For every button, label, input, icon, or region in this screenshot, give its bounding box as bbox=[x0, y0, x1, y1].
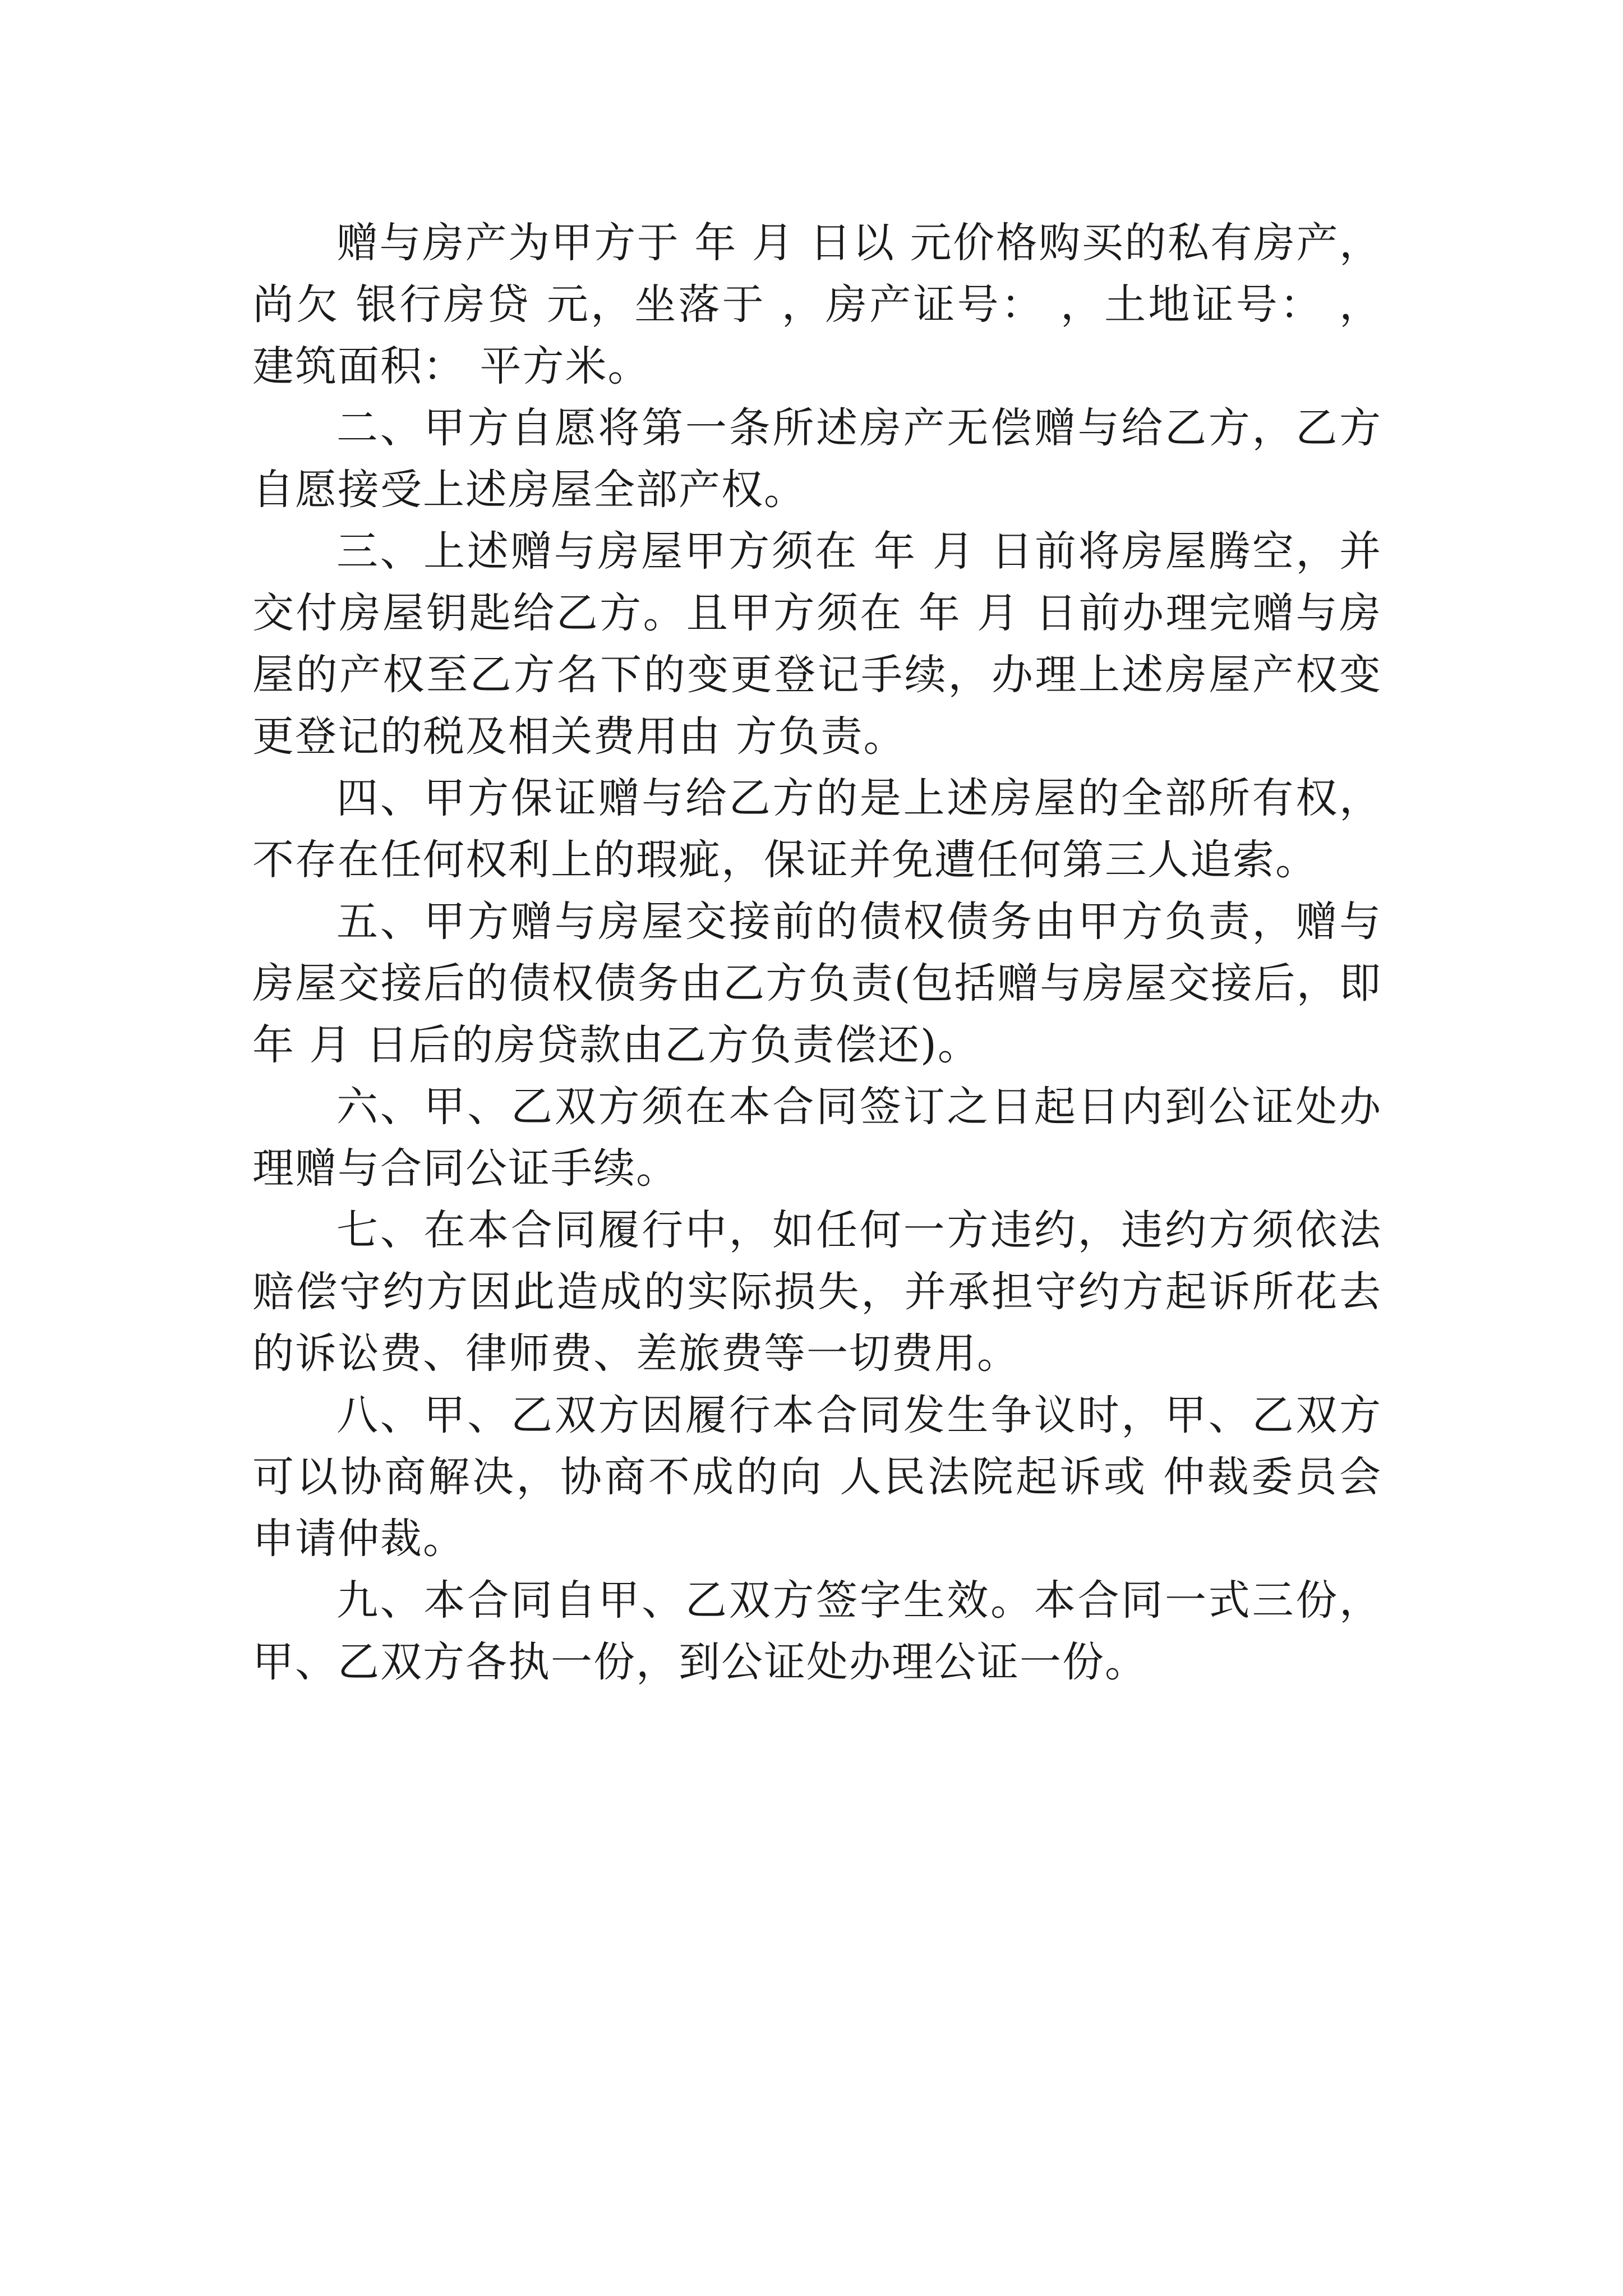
paragraph-clause-2: 二、甲方自愿将第一条所述房产无偿赠与给乙方，乙方自愿接受上述房屋全部产权。 bbox=[252, 404, 1382, 514]
contract-body bbox=[252, 212, 1382, 1693]
paragraph-clause-4: 四、甲方保证赠与给乙方的是上述房屋的全部所有权，不存在任何权利上的瑕疵，保证并免遭任何第三人追索。 bbox=[252, 774, 1382, 884]
paragraph-property-description: 赠与房产为甲方于 年 月 日以 元价格购买的私有房产，尚欠 银行房贷 元，坐落于 ，房产证号： ，土地证号： ，建筑面积： 平方米。 bbox=[252, 219, 1382, 390]
paragraph-clause-5: 五、甲方赠与房屋交接前的债权债务由甲方负责，赠与房屋交接后的债权债务由乙方负责(包括赠与房屋交接后，即 年 月 日后的房贷款由乙方负责偿还)。 bbox=[252, 898, 1382, 1069]
paragraph-clause-6: 六、甲、乙双方须在本合同签订之日起日内到公证处办理赠与合同公证手续。 bbox=[252, 1083, 1382, 1193]
paragraph-clause-3: 三、上述赠与房屋甲方须在 年 月 日前将房屋腾空，并交付房屋钥匙给乙方。且甲方须在 年 月 日前办理完赠与房屋的产权至乙方名下的变更登记手续，办理上述房屋产权变更登记的税及相关费用由 方负责。 bbox=[252, 527, 1382, 761]
paragraph-clause-8: 八、甲、乙双方因履行本合同发生争议时，甲、乙双方可以协商解决，协商不成的向 人民法院起诉或 仲裁委员会申请仲裁。 bbox=[252, 1391, 1382, 1563]
paragraph-clause-7: 七、在本合同履行中，如任何一方违约，违约方须依法赔偿守约方因此造成的实际损失，并承担守约方起诉所花去的诉讼费、律师费、差旅费等一切费用。 bbox=[252, 1206, 1382, 1378]
paragraph-clause-9: 九、本合同自甲、乙双方签字生效。本合同一式三份，甲、乙双方各执一份，到公证处办理公证一份。 bbox=[252, 1576, 1382, 1686]
